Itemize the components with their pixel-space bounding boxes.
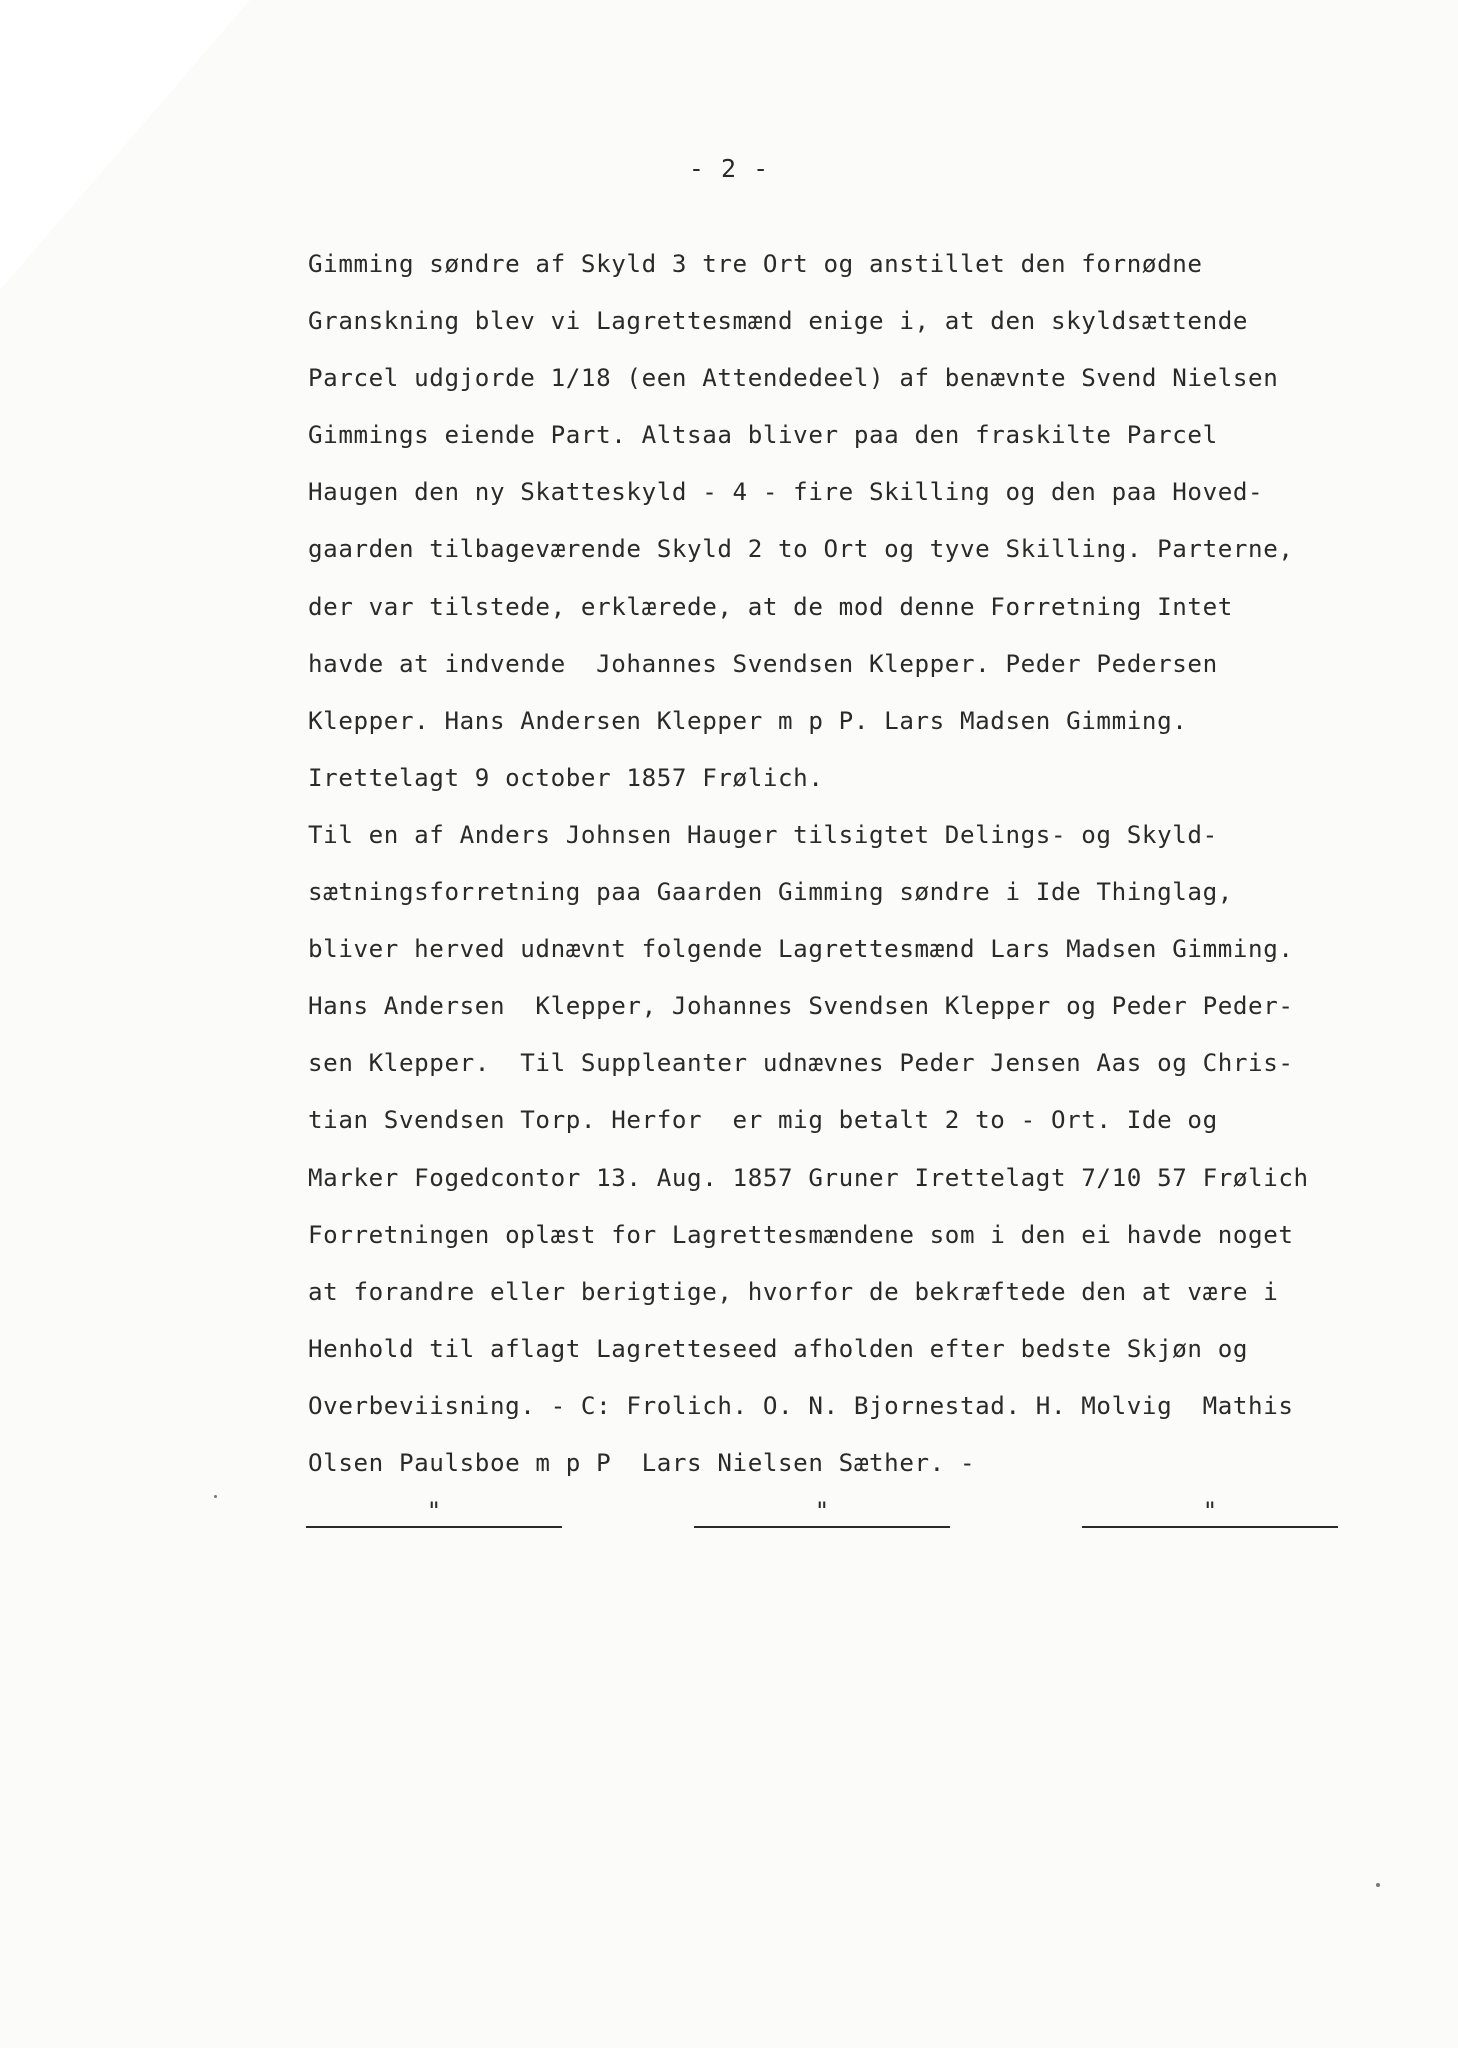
text-line: Irettelagt 9 october 1857 Frølich. [308,763,824,792]
paper-speck [214,1495,217,1498]
paper-speck [1376,1883,1380,1887]
text-line: tian Svendsen Torp. Herfor er mig betalt 2 to - Ort. Ide og [308,1106,1218,1135]
text-line: Gimming søndre af Skyld 3 tre Ort og anstillet den fornødne [308,250,1203,278]
text-line: havde at indvende Johannes Svendsen Klepper. Peder Pedersen [308,649,1218,678]
signature-line-1: " [306,1496,562,1528]
signature-line-2: " [694,1496,950,1528]
text-line: Gimmings eiende Part. Altsaa bliver paa den fraskilte Parcel [308,421,1218,450]
text-line: Overbeviisning. - C: Frolich. O. N. Bjornestad. H. Molvig Mathis [308,1391,1294,1420]
text-line: sen Klepper. Til Suppleanter udnævnes Peder Jensen Aas og Chris- [308,1049,1294,1078]
text-line: Til en af Anders Johnsen Hauger tilsigtet Delings- og Skyld- [308,820,1218,849]
text-line: Henhold til aflagt Lagretteseed afholden efter bedste Skjøn og [308,1334,1249,1363]
text-line: sætningsforretning paa Gaarden Gimming søndre i Ide Thinglag, [308,878,1233,907]
text-line: gaarden tilbageværende Skyld 2 to Ort og tyve Skilling. Parterne, [308,535,1294,564]
page-number: - 2 - [688,154,770,183]
text-line: bliver herved udnævnt folgende Lagrettesmænd Lars Madsen Gimming. [308,935,1294,964]
text-line: Marker Fogedcontor 13. Aug. 1857 Gruner Irettelagt 7/10 57 Frølich [308,1163,1309,1192]
signature-line-3: " [1082,1496,1338,1528]
text-line: Parcel udgjorde 1/18 (een Attendedeel) af benævnte Svend Nielsen [308,364,1279,393]
text-line: Klepper. Hans Andersen Klepper m p P. Lars Madsen Gimming. [308,706,1188,735]
text-line: Granskning blev vi Lagrettesmænd enige i, at den skyldsættende [308,307,1249,336]
text-line: Olsen Paulsboe m p P Lars Nielsen Sæther. - [308,1448,976,1477]
text-line: Haugen den ny Skatteskyld - 4 - fire Skilling og den paa Hoved- [308,478,1264,507]
text-line: Hans Andersen Klepper, Johannes Svendsen Klepper og Peder Peder- [308,992,1294,1021]
document-body [308,236,1438,1492]
text-line: Forretningen oplæst for Lagrettesmændene som i den ei havde noget [308,1220,1294,1249]
signature-lines [0,1496,1458,1536]
text-line: at forandre eller berigtige, hvorfor de bekræftede den at være i [308,1277,1279,1306]
text-line: der var tilstede, erklærede, at de mod denne Forretning Intet [308,592,1233,621]
